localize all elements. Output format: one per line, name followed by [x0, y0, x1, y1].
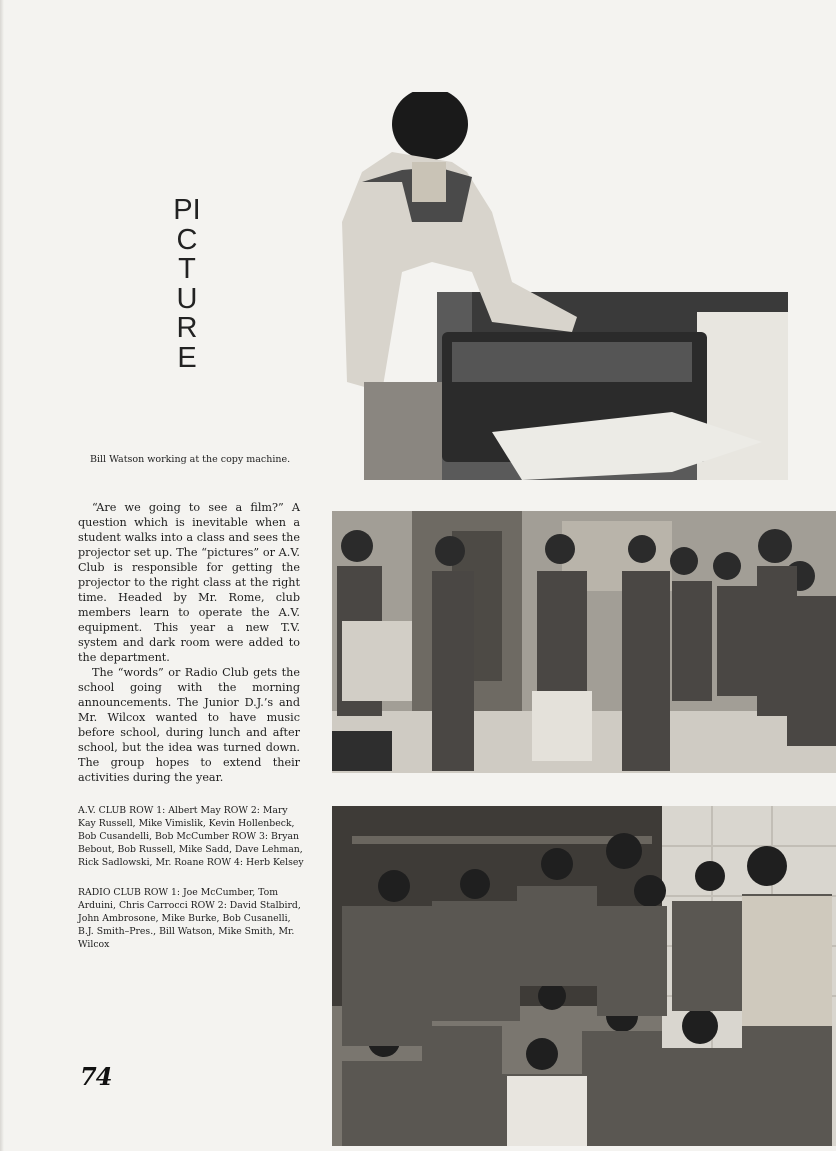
roster-av-club: A.V. CLUB ROW 1: Albert May ROW 2: Mary Kay Russell, Mike Vimislik, Kevin Hollenbeck, Bob Cusandelli, Bob McCumber ROW 3: Bryan Bebout, Bob Russell, Mike Sadd, Dave Lehman, Rick Sadlowski, Mr. Roane ROW 4: Herb Kelsey [78, 805, 304, 868]
article-paragraph-radio-club: The “words” or Radio Club gets the school going with the morning announcements. The Junior D.J.’s and Mr. Wilcox wanted to have music before school, during lunch and after school, but the idea was turned down. The group hopes to extend their activities during the year. [78, 666, 300, 784]
article-paragraph-av-club: “Are we going to see a film?” A question which is inevitable when a student walks into a class and sees the projector set up. The “pictures” or A.V. Club is responsible for getting the projector to the right class at the right time. Headed by Mr. Rome, club members learn to operate the A.V. equipment. This year a new T.V. system and dark room were added to the department. [78, 501, 300, 664]
article-body [78, 500, 300, 785]
roster-radio-club: RADIO CLUB ROW 1: Joe McCumber, Tom Arduini, Chris Carrocci ROW 2: David Stalbird, John Ambrosone, Mike Burke, Bob Cusanelli, B.J. Smith–Pres., Bill Watson, Mike Smith, Mr. Wilcox [78, 887, 301, 950]
photo-av-club [332, 511, 836, 773]
photo-radio-club [332, 806, 836, 1146]
caption-copy-machine: Bill Watson working at the copy machine. [90, 454, 291, 465]
page-edge [0, 0, 4, 1151]
photo-copy-machine [342, 92, 788, 480]
page-number: 74 [80, 1062, 112, 1091]
heading-picture: PICTURE [173, 194, 201, 374]
